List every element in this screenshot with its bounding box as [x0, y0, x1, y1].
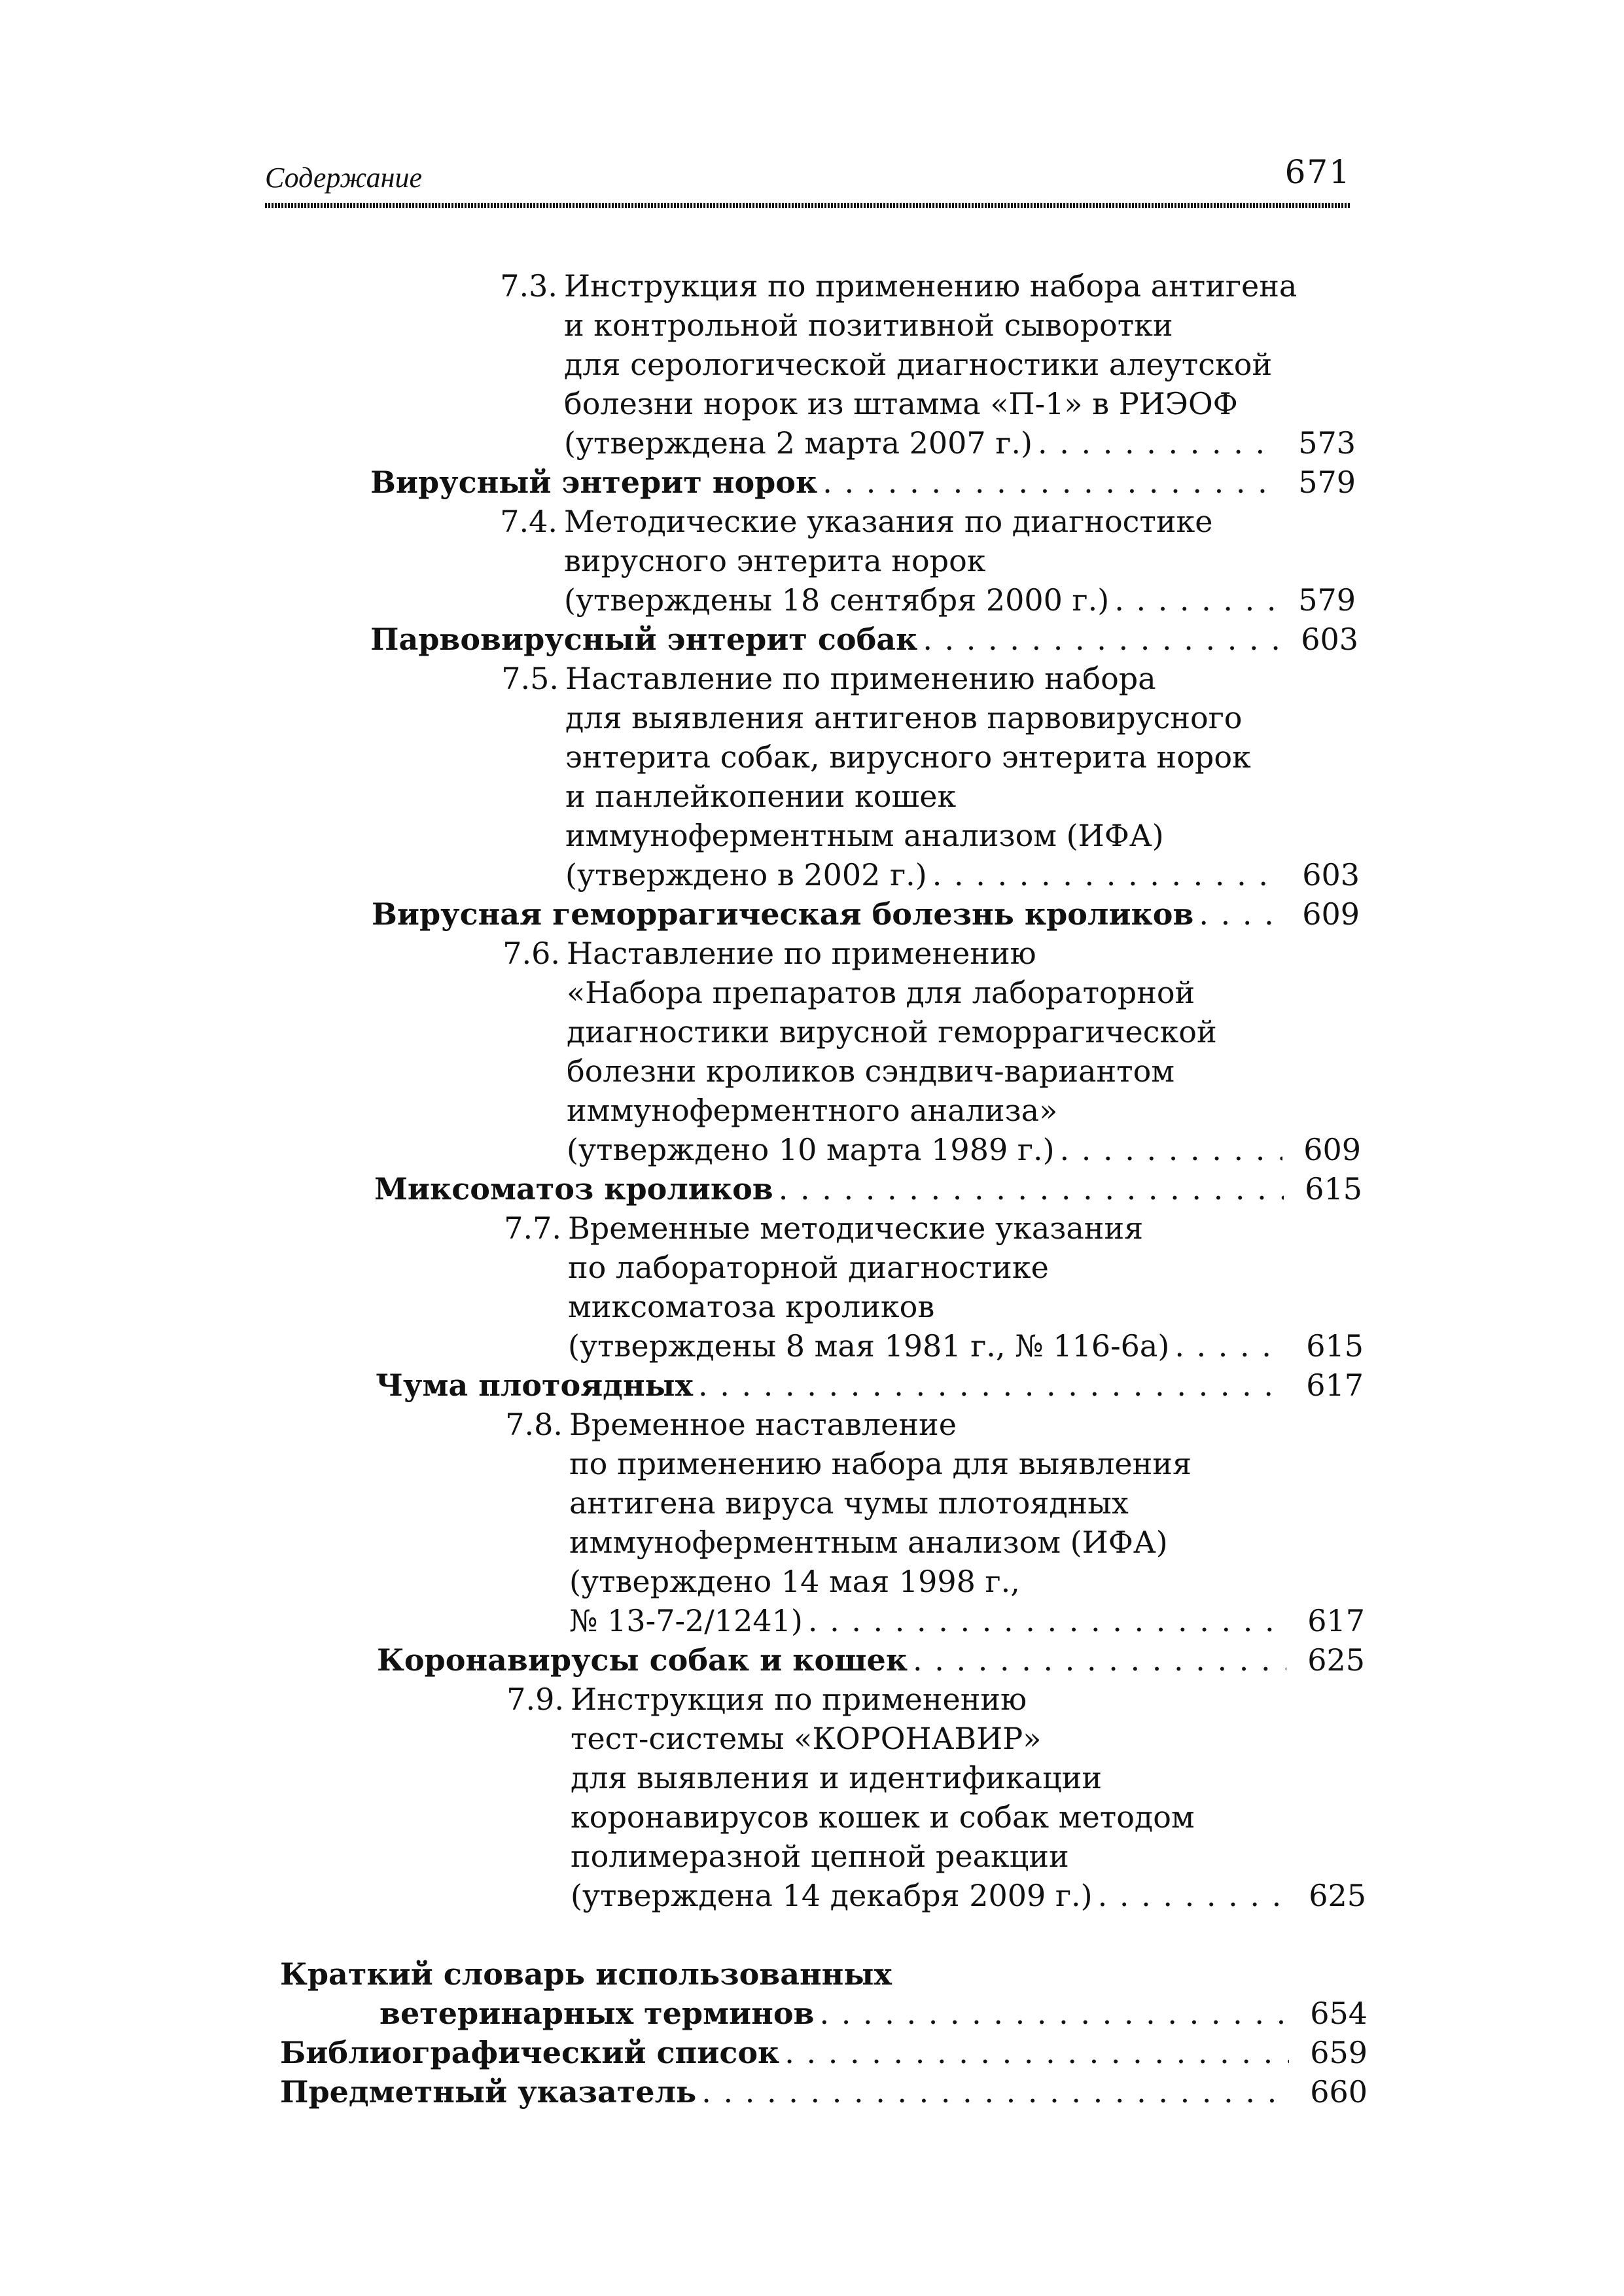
- entry-7-7-last-line: [568, 1327, 1364, 1365]
- entry-7-6-line: болезни кроликов сэндвич-вариантом: [567, 1053, 1175, 1089]
- dot-leader: [773, 1170, 1284, 1208]
- entry-7-9-line: Инструкция по применению: [571, 1682, 1027, 1717]
- entry-7-7-line: по лабораторной диагностике: [568, 1250, 1049, 1285]
- entry-7-4-line: вирусного энтерита норок: [564, 543, 986, 578]
- heading-title: Вирусная геморрагическая болезнь кроликов: [372, 896, 1194, 932]
- entry-7-6-line: (утверждено 10 марта 1989 г.): [567, 1132, 1055, 1167]
- heading-page: 625: [1307, 1642, 1365, 1678]
- heading-title: Парвовирусный энтерит собак: [370, 622, 918, 657]
- entry-7-9-line: полимеразной цепной реакции: [571, 1839, 1069, 1874]
- dot-leader: [1033, 424, 1277, 462]
- entry-7-3-number: 7.3.: [500, 268, 557, 304]
- toc-heading-corona: [377, 1641, 1365, 1679]
- entry-7-3-line: Инструкция по применению набора антигена: [564, 268, 1297, 304]
- entry-7-6-line: Наставление по применению: [567, 936, 1036, 971]
- entry-7-5-line: для выявления антигенов парвовирусного: [565, 700, 1243, 735]
- entry-7-8-last-line: [569, 1602, 1365, 1640]
- entry-7-9-line: тест-системы «КОРОНАВИР»: [571, 1721, 1042, 1756]
- entry-7-8-line: № 13-7-2/1241): [569, 1603, 803, 1638]
- entry-7-4-line: (утверждены 18 сентября 2000 г.): [564, 582, 1110, 618]
- entry-7-3-page: 573: [1298, 425, 1356, 461]
- entry-7-7-line: Временные методические указания: [568, 1210, 1144, 1246]
- toc-heading-myxomatosis: [374, 1170, 1362, 1208]
- index-title: Предметный указатель: [280, 2074, 697, 2110]
- glossary-title-continued: ветеринарных терминов: [380, 1996, 815, 2031]
- entry-7-8-line: Временное наставление: [569, 1407, 957, 1442]
- dot-leader: [1055, 1131, 1282, 1169]
- entry-7-3-last-line: [564, 424, 1356, 462]
- heading-page: 603: [1301, 622, 1358, 657]
- toc-entry-index: [280, 2073, 1368, 2111]
- glossary-page: 654: [1310, 1996, 1368, 2031]
- entry-7-4-last-line: [564, 581, 1356, 619]
- entry-7-9-line: (утверждена 14 декабря 2009 г.): [571, 1878, 1093, 1913]
- toc-heading-viral-enteritis: [370, 463, 1356, 501]
- entry-7-5-line: Наставление по применению набора: [565, 661, 1156, 696]
- entry-7-7-page: 615: [1306, 1328, 1364, 1364]
- entry-7-4-page: 579: [1298, 582, 1356, 618]
- entry-7-7-line: миксоматоза кроликов: [568, 1289, 935, 1324]
- entry-7-3-line: для серологической диагностики алеутской: [564, 347, 1273, 382]
- heading-title: Вирусный энтерит норок: [370, 465, 818, 500]
- dot-leader: [693, 1366, 1285, 1404]
- heading-page: 579: [1298, 465, 1356, 500]
- dot-leader: [1193, 895, 1281, 933]
- entry-7-3-line: болезни норок из штамма «П-1» в РИЭОФ: [564, 386, 1238, 421]
- entry-7-5-last-line: [565, 856, 1360, 894]
- dot-leader: [696, 2073, 1289, 2111]
- entry-7-6-line: иммуноферментного анализа»: [567, 1093, 1058, 1128]
- heading-page: 609: [1302, 896, 1360, 932]
- section-title: Содержание: [265, 162, 423, 194]
- heading-title: Миксоматоз кроликов: [374, 1171, 773, 1207]
- heading-title: Чума плотоядных: [376, 1368, 694, 1403]
- entry-7-7-number: 7.7.: [504, 1210, 561, 1246]
- entry-7-5-page: 603: [1302, 857, 1360, 892]
- glossary-title-line: Краткий словарь использованных: [280, 1956, 892, 1992]
- heading-page: 617: [1306, 1368, 1364, 1403]
- entry-7-8-line: (утверждено 14 мая 1998 г.,: [569, 1564, 1020, 1599]
- entry-7-9-line: коронавирусов кошек и собак методом: [571, 1799, 1195, 1835]
- entry-7-6-line: диагностики вирусной геморрагической: [567, 1014, 1217, 1050]
- entry-7-6-last-line: [567, 1131, 1361, 1169]
- entry-7-6-line: «Набора препаратов для лабораторной: [567, 975, 1195, 1010]
- entry-7-8-page: 617: [1307, 1603, 1365, 1638]
- index-page: 660: [1310, 2074, 1368, 2110]
- entry-7-8-number: 7.8.: [505, 1407, 563, 1442]
- toc-entry-glossary: [380, 1994, 1368, 2032]
- toc-heading-hemorrhagic: [372, 895, 1360, 933]
- page-number: 671: [1284, 153, 1351, 191]
- entry-7-6-page: 609: [1303, 1132, 1361, 1167]
- bibliography-page: 659: [1310, 2035, 1368, 2070]
- dot-leader: [803, 1602, 1286, 1640]
- toc-heading-distemper: [376, 1366, 1364, 1404]
- entry-7-9-number: 7.9.: [506, 1682, 564, 1717]
- dot-leader: [814, 1994, 1289, 2032]
- dot-leader: [1093, 1877, 1288, 1915]
- entry-7-8-line: иммуноферментным анализом (ИФА): [569, 1525, 1168, 1560]
- entry-7-4-number: 7.4.: [500, 504, 557, 539]
- entry-7-3-line: (утверждена 2 марта 2007 г.): [564, 425, 1033, 461]
- entry-7-5-line: иммуноферментным анализом (ИФА): [565, 818, 1164, 853]
- entry-7-3-line: и контрольной позитивной сыворотки: [564, 308, 1173, 343]
- entry-7-5-line: (утверждено в 2002 г.): [565, 857, 927, 892]
- dot-leader: [908, 1641, 1286, 1679]
- entry-7-7-line: (утверждены 8 мая 1981 г., № 116-6а): [568, 1328, 1170, 1364]
- entry-7-8-line: антигена вируса чумы плотоядных: [569, 1485, 1129, 1521]
- heading-page: 615: [1305, 1171, 1362, 1207]
- entry-7-9-line: для выявления и идентификации: [571, 1760, 1103, 1795]
- entry-7-8-line: по применению набора для выявления: [569, 1446, 1192, 1481]
- bibliography-title: Библиографический список: [280, 2035, 780, 2070]
- entry-7-9-page: 625: [1309, 1878, 1366, 1913]
- toc-heading-parvovirus: [370, 620, 1358, 658]
- dot-leader: [927, 856, 1281, 894]
- entry-7-9-last-line: [571, 1877, 1366, 1915]
- toc-entry-bibliography: [280, 2034, 1368, 2072]
- dot-leader: [1169, 1327, 1285, 1365]
- dot-leader: [779, 2034, 1289, 2072]
- entry-7-6-number: 7.6.: [503, 936, 560, 971]
- entry-7-4-line: Методические указания по диагностике: [564, 504, 1213, 539]
- heading-title: Коронавирусы собак и кошек: [377, 1642, 908, 1678]
- dot-leader: [917, 620, 1280, 658]
- entry-7-5-line: и панлейкопении кошек: [565, 779, 957, 814]
- entry-7-5-line: энтерита собак, вирусного энтерита норок: [565, 739, 1251, 775]
- dot-leader: [817, 463, 1277, 501]
- dot-leader: [1109, 581, 1277, 619]
- entry-7-5-number: 7.5.: [501, 661, 559, 696]
